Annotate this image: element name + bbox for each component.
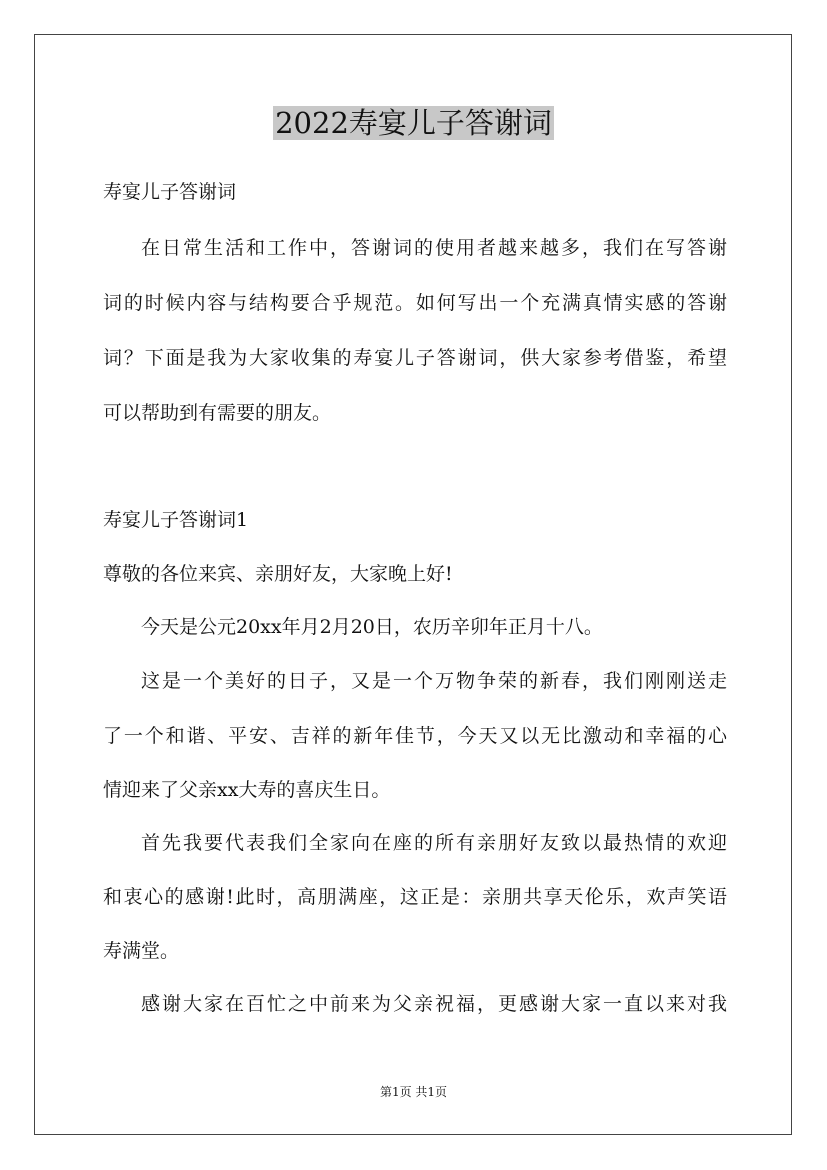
body-line-7: 寿满堂。 bbox=[103, 940, 180, 962]
body-line-1: 今天是公元20xx年月2月20日，农历辛卯年正月十八。 bbox=[141, 616, 603, 638]
intro-heading: 寿宴儿子答谢词 bbox=[103, 181, 237, 203]
section-heading: 寿宴儿子答谢词1 bbox=[103, 509, 249, 531]
intro-line-1: 在日常生活和工作中，答谢词的使用者越来越多，我们在写答谢 bbox=[141, 237, 727, 259]
body-line-4: 情迎来了父亲xx大寿的喜庆生日。 bbox=[103, 779, 391, 801]
body-line-6: 和衷心的感谢!此时，高朋满座，这正是：亲朋共享天伦乐，欢声笑语 bbox=[103, 886, 727, 908]
body-line-5: 首先我要代表我们全家向在座的所有亲朋好友致以最热情的欢迎 bbox=[141, 832, 727, 854]
document-title-text: 2022寿宴儿子答谢词 bbox=[275, 106, 552, 140]
greeting: 尊敬的各位来宾、亲朋好友，大家晚上好! bbox=[103, 563, 453, 585]
body-line-8: 感谢大家在百忙之中前来为父亲祝福，更感谢大家一直以来对我 bbox=[141, 993, 727, 1015]
intro-line-4: 可以帮助到有需要的朋友。 bbox=[103, 402, 332, 424]
intro-line-2: 词的时候内容与结构要合乎规范。如何写出一个充满真情实感的答谢 bbox=[103, 292, 727, 314]
document-title bbox=[0, 104, 827, 142]
intro-line-3: 词？下面是我为大家收集的寿宴儿子答谢词，供大家参考借鉴，希望 bbox=[103, 347, 727, 369]
body-line-3: 了一个和谐、平安、吉祥的新年佳节，今天又以无比激动和幸福的心 bbox=[103, 725, 727, 747]
body-line-2: 这是一个美好的日子，又是一个万物争荣的新春，我们刚刚送走 bbox=[141, 670, 727, 692]
page-footer bbox=[0, 1084, 827, 1100]
page-number: 第1页 共1页 bbox=[379, 1085, 448, 1099]
